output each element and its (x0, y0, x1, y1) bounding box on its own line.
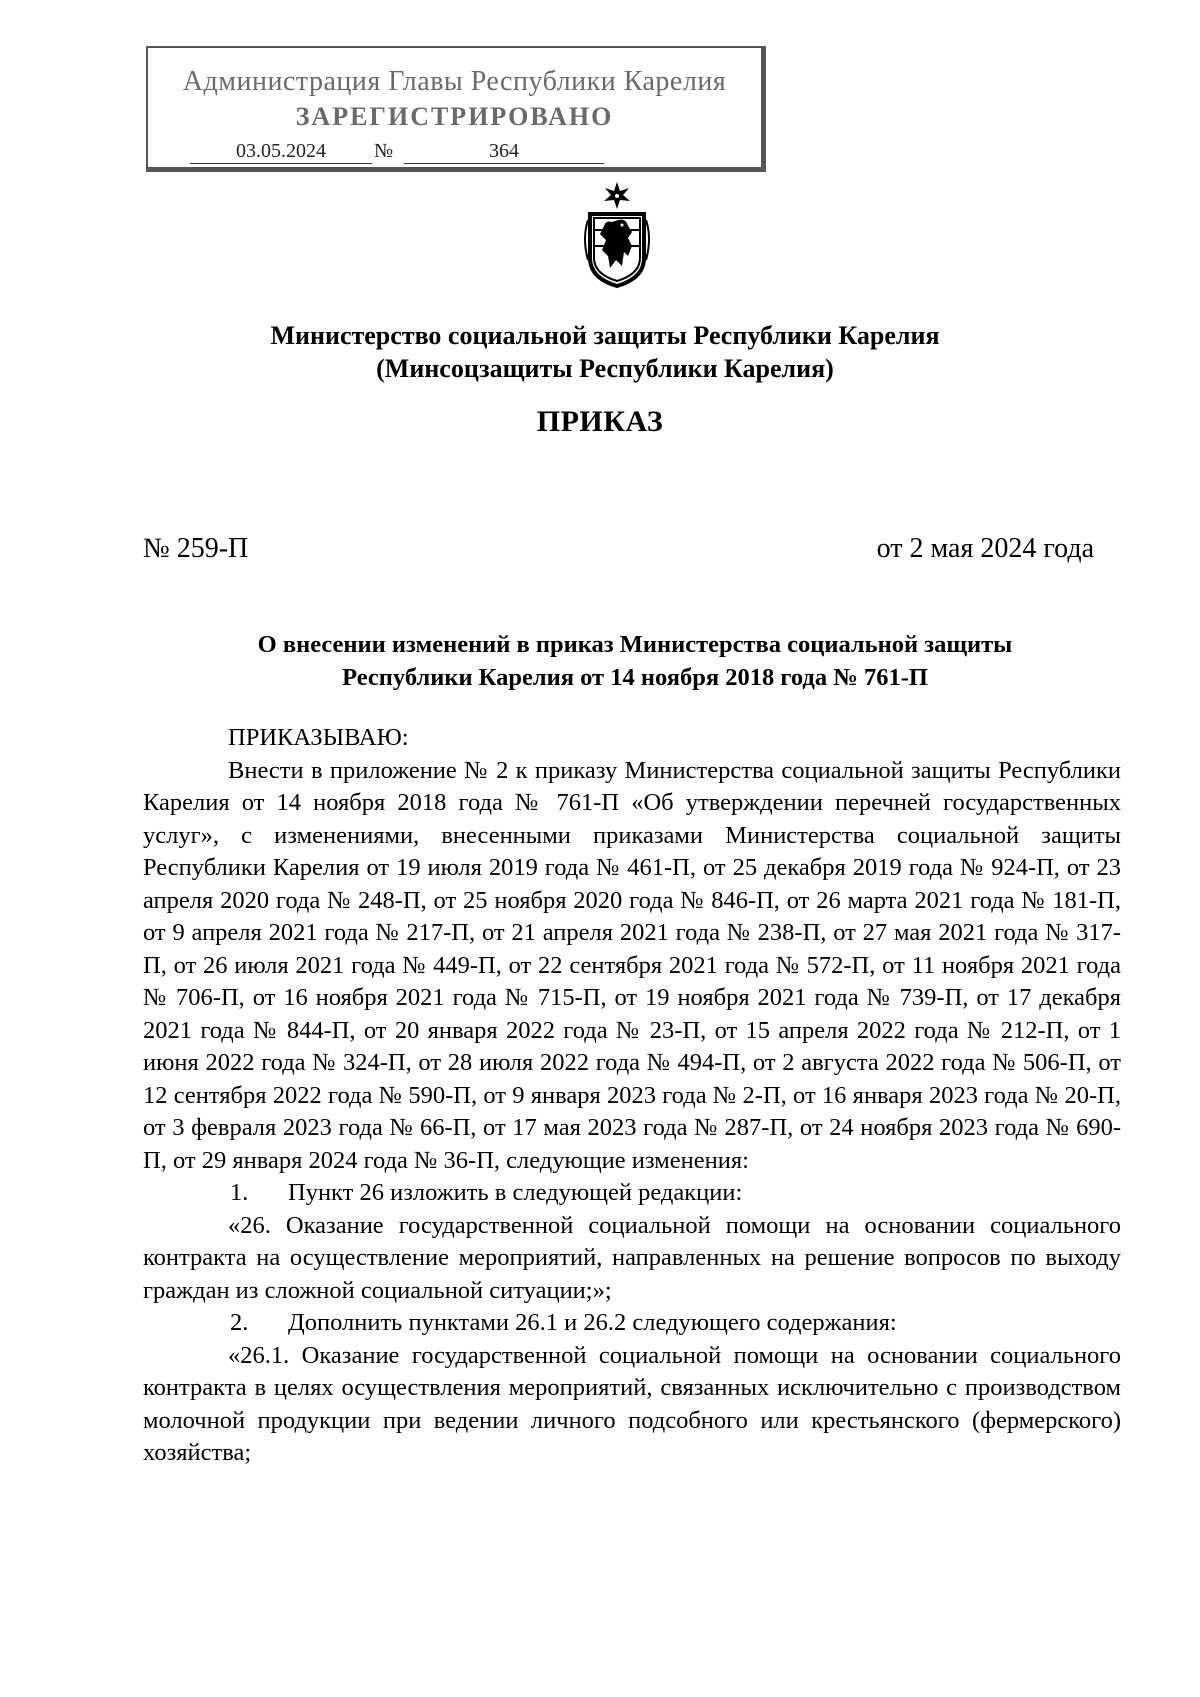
order-body (143, 722, 1121, 1470)
quoted-paragraph: «26.1. Оказание государственной социальной помощи на основании социального контракта в целях осуществления мероприятий, связанных исключительно с производством молочной продукции при ведении личного подсобного или крестьянского (фермерского) хозяйства; (143, 1341, 1121, 1466)
stamp-number-sign: № (374, 140, 394, 162)
document-type: ПРИКАЗ (536, 405, 664, 438)
karelia-coat-of-arms-icon (582, 180, 652, 290)
stamp-status: ЗАРЕГИСТРИРОВАНО (295, 102, 614, 131)
list-item (143, 1177, 1121, 1210)
ministry-name: Министерство социальной защиты Республики Карелия (270, 321, 940, 350)
intro-paragraph: Внести в приложение № 2 к приказу Министерства социальной защиты Республики Карелия от 14 ноября 2018 года № 761-П «Об утверждении перечней государственных услуг», с изменениями, внесенными приказами Министерства социальной защиты Республики Карелия от 19 июля 2019 года № 461-П, от 25 декабря 2019 года № 924-П, от 23 апреля 2020 года № 248-П, от 25 ноября 2020 года № 846-П, от 26 марта 2021 года № 181-П, от 9 апреля 2021 года № 217-П, от 21 апреля 2021 года № 238-П, от 27 мая 2021 года № 317-П, от 26 июля 2021 года № 449-П, от 22 сентября 2021 года № 572-П, от 11 ноября 2021 года № 706-П, от 16 ноября 2021 года № 715-П, от 19 ноября 2021 года № 739-П, от 17 декабря 2021 года № 844-П, от 20 января 2022 года № 23-П, от 15 апреля 2022 года № 212-П, от 1 июня 2022 года № 324-П, от 28 июля 2022 года № 494-П, от 2 августа 2022 года № 506-П, от 12 сентября 2022 года № 590-П, от 9 января 2023 года № 2-П, от 16 января 2023 года № 20-П, от 3 февраля 2023 года № 66-П, от 17 мая 2023 года № 287-П, от 24 ноября 2023 года № 690-П, от 29 января 2024 года № 36-П, следующие изменения: (143, 756, 1121, 1174)
registration-stamp (146, 46, 766, 172)
order-date: от 2 мая 2024 года (876, 533, 1094, 564)
subject-line-2: Республики Карелия от 14 ноября 2018 года № 761-П (342, 664, 928, 691)
item-text: Дополнить пунктами 26.1 и 26.2 следующего содержания: (288, 1309, 897, 1336)
item-number: 2. (230, 1309, 249, 1336)
stamp-number: 364 (404, 140, 604, 164)
item-number: 1. (230, 1179, 249, 1206)
ministry-short-name: (Минсоцзащиты Республики Карелия) (376, 354, 834, 383)
order-subject (150, 628, 1120, 694)
quoted-paragraph: «26. Оказание государственной социальной помощи на основании социального контракта на осуществление мероприятий, направленных на решение вопросов по выходу граждан из сложной социальной ситуации;»; (143, 1211, 1121, 1304)
list-item (143, 1307, 1121, 1340)
item-text: Пункт 26 изложить в следующей редакции: (288, 1179, 743, 1206)
stamp-date: 03.05.2024 (190, 140, 372, 164)
command-word: ПРИКАЗЫВАЮ: (228, 724, 409, 751)
subject-line-1: О внесении изменений в приказ Министерства социальной защиты (257, 631, 1013, 658)
order-number: № 259-П (143, 533, 249, 564)
stamp-organization: Администрация Главы Республики Карелия (182, 66, 727, 97)
